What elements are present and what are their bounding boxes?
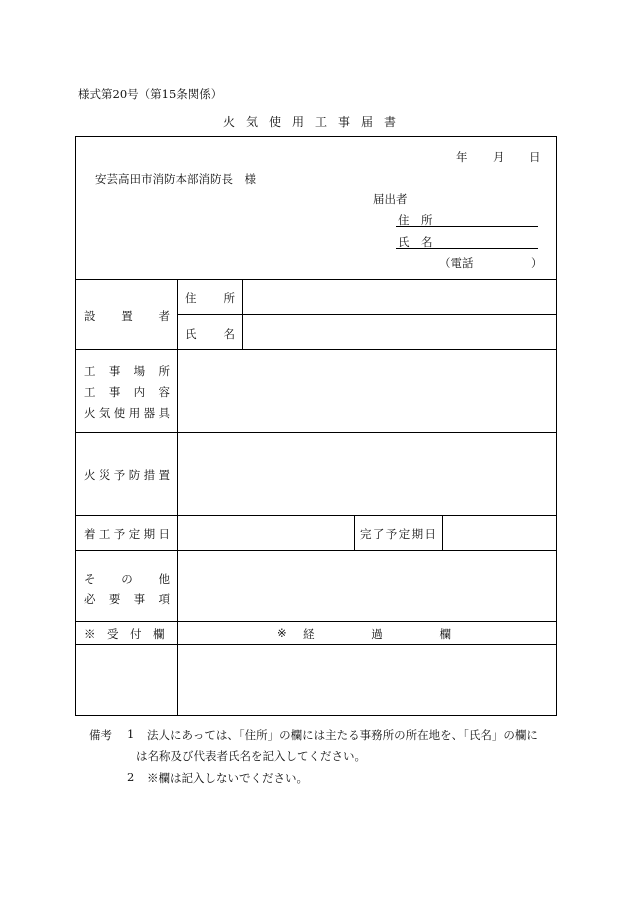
other-field[interactable] — [178, 551, 555, 620]
reception-field — [77, 645, 176, 715]
fire-equipment-label: 火気使用器具 — [84, 406, 170, 420]
date-month: 月 — [493, 150, 505, 164]
date-day: 日 — [529, 150, 541, 164]
start-date-label: 着工予定期日 — [84, 527, 170, 541]
fire-prevention-label: 火災予防措置 — [84, 468, 170, 482]
note-1-line-1: 法人にあっては、「住所」の欄には主たる事務所の所在地を、「氏名」の欄に — [147, 728, 538, 742]
notifier-address-label: 住 所 — [398, 213, 433, 227]
start-date-field[interactable] — [178, 516, 353, 549]
progress-column-header: 経過欄 — [303, 627, 451, 641]
work-place-label: 工事場所 — [84, 364, 170, 378]
addressee: 安芸高田市消防本部消防長 様 — [95, 172, 256, 186]
installer-address-field[interactable] — [243, 280, 555, 313]
column-divider — [354, 515, 355, 550]
other-label: その他 — [84, 572, 170, 586]
form-table — [75, 136, 557, 716]
notifier-name-line[interactable] — [396, 248, 538, 249]
date-year: 年 — [456, 150, 468, 164]
progress-mark: ※ — [277, 626, 287, 640]
installer-label: 設置者 — [84, 309, 170, 323]
form-number: 様式第20号（第15条関係） — [78, 87, 223, 101]
end-date-label: 完了予定期日 — [360, 527, 436, 541]
notifier-name-label: 氏 名 — [398, 235, 433, 249]
notifier-address-line[interactable] — [396, 226, 538, 227]
note-2-number: 2 — [127, 770, 135, 784]
other-required-label: 必要事項 — [84, 592, 170, 606]
notes-heading: 備考 — [89, 728, 112, 742]
notifier-phone: （電話 ） — [439, 256, 543, 270]
row-divider — [76, 621, 556, 622]
end-date-field[interactable] — [443, 516, 555, 549]
fire-prevention-field[interactable] — [178, 433, 555, 514]
work-details-field[interactable] — [178, 350, 555, 431]
progress-field — [178, 645, 555, 715]
reception-column-header: ※ 受 付 欄 — [84, 627, 165, 641]
notifier-label: 届出者 — [373, 192, 408, 206]
form-title: 火気使用工事届書 — [222, 115, 407, 129]
work-content-label: 工事内容 — [84, 385, 170, 399]
installer-name-field[interactable] — [243, 315, 555, 348]
note-2-text: ※欄は記入しないでください。 — [147, 771, 308, 785]
installer-name-label: 氏名 — [185, 327, 235, 341]
note-1-line-2: は名称及び代表者氏名を記入してください。 — [136, 749, 366, 763]
installer-address-label: 住所 — [185, 291, 235, 305]
note-1-number: 1 — [127, 727, 135, 741]
